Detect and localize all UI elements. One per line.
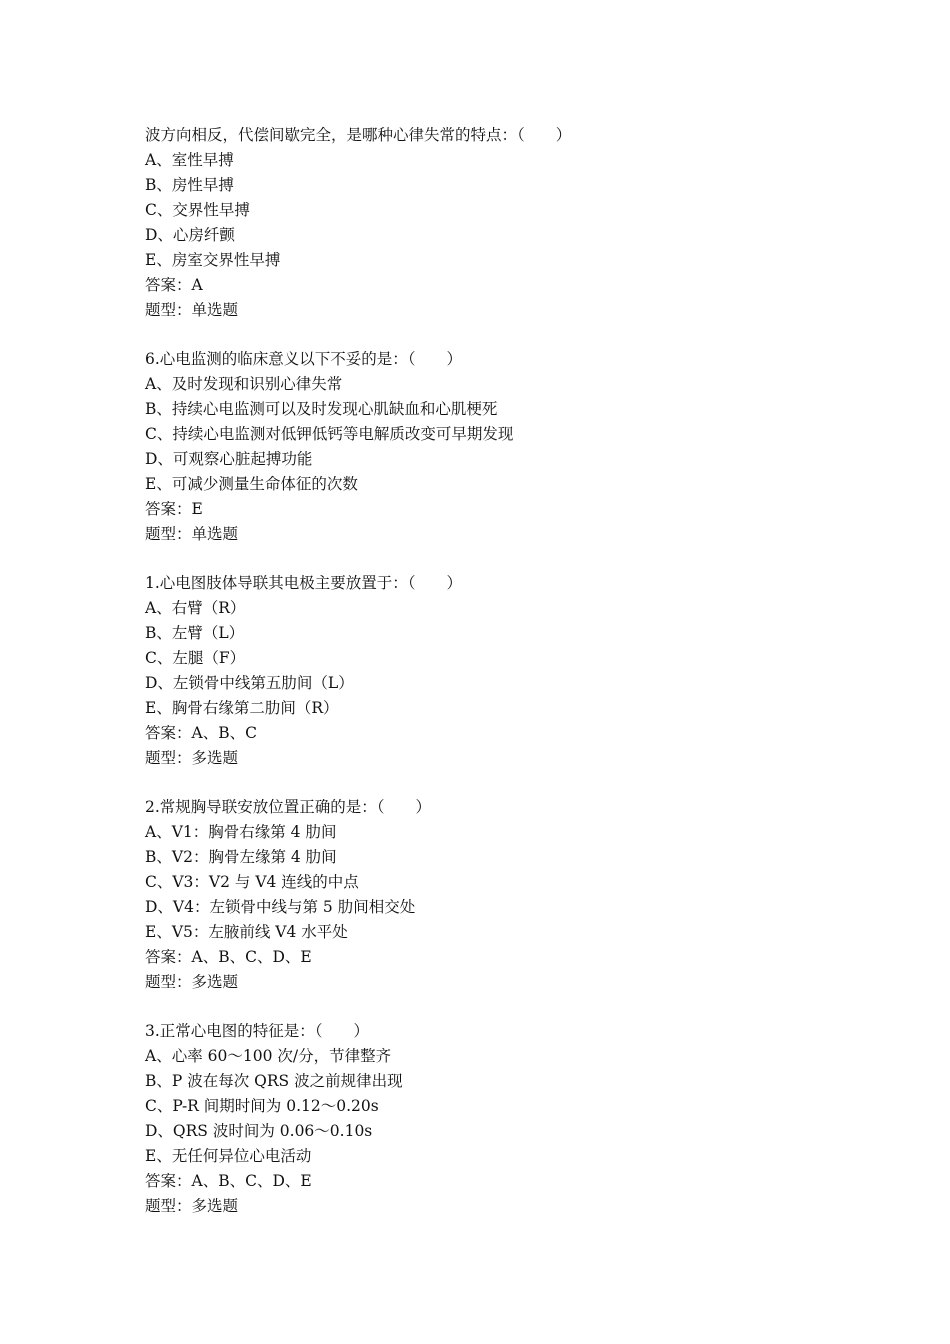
question-type: 题型：多选题 [145,1197,239,1215]
option-b: B、持续心电监测可以及时发现心肌缺血和心肌梗死 [145,400,498,418]
option-c: C、持续心电监测对低钾低钙等电解质改变可早期发现 [145,425,514,443]
document-page [145,123,845,1219]
option-a: A、V1：胸骨右缘第 4 肋间 [145,823,337,841]
option-a: A、及时发现和识别心律失常 [145,375,343,393]
option-c: C、左腿（F） [145,649,246,667]
question-type: 题型：单选题 [145,525,239,543]
option-b: B、房性早搏 [145,176,234,194]
option-b: B、P 波在每次 QRS 波之前规律出现 [145,1072,403,1090]
question-text: 6.心电监测的临床意义以下不妥的是：（ ） [145,350,463,368]
question-block [145,123,845,323]
option-d: D、QRS 波时间为 0.06～0.10s [145,1122,373,1140]
answer-text: 答案：A、B、C [145,724,257,742]
question-type: 题型：单选题 [145,301,239,319]
option-e: E、房室交界性早搏 [145,251,281,269]
answer-text: 答案：A、B、C、D、E [145,948,312,966]
answer-text: 答案：E [145,500,203,518]
answer-text: 答案：A、B、C、D、E [145,1172,312,1190]
option-e: E、V5：左腋前线 V4 水平处 [145,923,348,941]
question-type: 题型：多选题 [145,973,239,991]
question-type: 题型：多选题 [145,749,239,767]
question-text: 波方向相反，代偿间歇完全，是哪种心律失常的特点：（ ） [145,126,572,144]
question-text: 2.常规胸导联安放位置正确的是：（ ） [145,798,432,816]
option-d: D、左锁骨中线第五肋间（L） [145,674,354,692]
option-c: C、P-R 间期时间为 0.12～0.20s [145,1097,379,1115]
option-d: D、可观察心脏起搏功能 [145,450,313,468]
question-block [145,1019,845,1219]
option-e: E、无任何异位心电活动 [145,1147,312,1165]
question-text: 1.心电图肢体导联其电极主要放置于：（ ） [145,574,463,592]
option-c: C、交界性早搏 [145,201,250,219]
option-b: B、左臂（L） [145,624,245,642]
question-block [145,795,845,995]
option-e: E、胸骨右缘第二肋间（R） [145,699,339,717]
answer-text: 答案：A [145,276,203,294]
question-block [145,571,845,771]
option-a: A、室性早搏 [145,151,234,169]
question-text: 3.正常心电图的特征是：（ ） [145,1022,370,1040]
option-d: D、V4：左锁骨中线与第 5 肋间相交处 [145,898,416,916]
option-c: C、V3：V2 与 V4 连线的中点 [145,873,359,891]
option-d: D、心房纤颤 [145,226,235,244]
option-a: A、心率 60～100 次/分，节律整齐 [145,1047,392,1065]
option-e: E、可减少测量生命体征的次数 [145,475,358,493]
option-a: A、右臂（R） [145,599,246,617]
question-block [145,347,845,547]
option-b: B、V2：胸骨左缘第 4 肋间 [145,848,337,866]
